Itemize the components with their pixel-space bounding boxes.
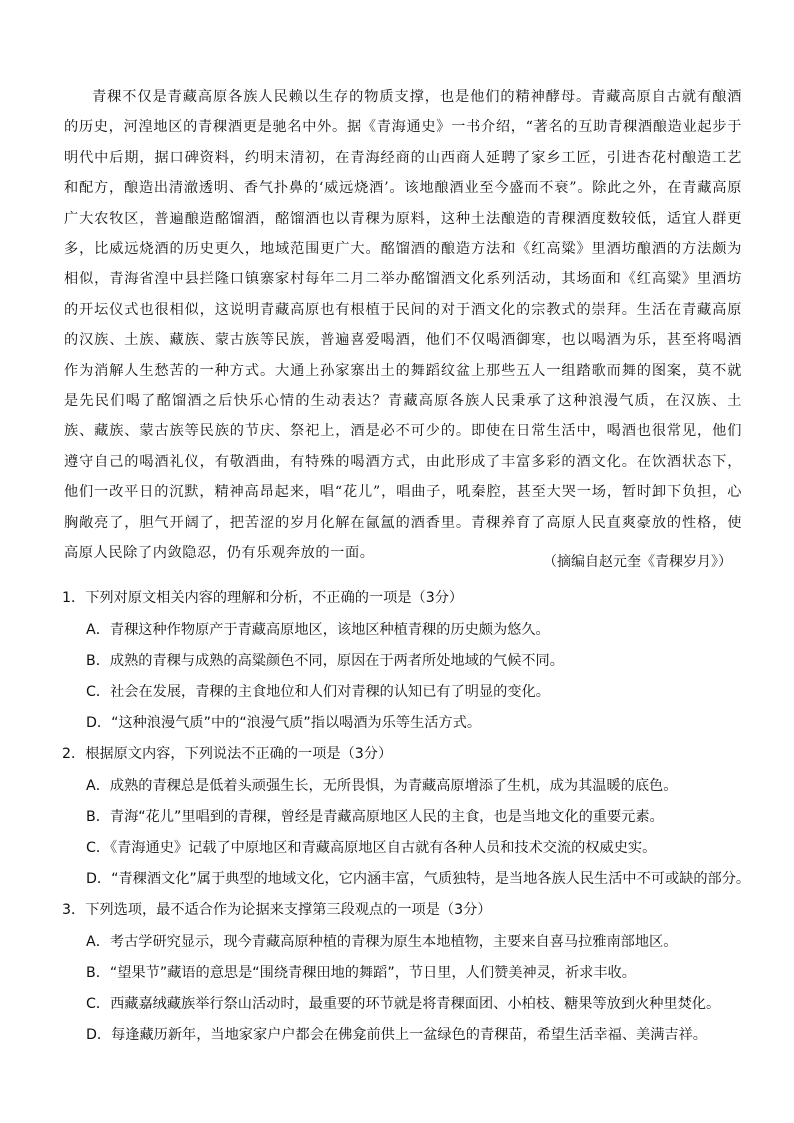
question-list [62, 584, 751, 1052]
option-b: B．成熟的青稞与成熟的高粱颜色不同，原因在于两者所处地域的气候不同。 [86, 653, 564, 669]
question-stem: 2．根据原文内容，下列说法不正确的一项是（3分） [62, 746, 393, 762]
question-3 [62, 896, 746, 1052]
passage-source: （摘编自赵元奎《青稞岁月》） [543, 554, 732, 570]
question-1 [62, 584, 746, 740]
question-stem: 3．下列选项，最不适合作为论据来支撑第三段观点的一项是（3分） [62, 902, 492, 918]
option-c: C．社会在发展，青稞的主食地位和人们对青稞的认知已有了明显的变化。 [86, 684, 550, 700]
question-stem: 1．下列对原文相关内容的理解和分析，不正确的一项是（3分） [62, 590, 464, 606]
option-d: D．“这种浪漫气质”中的“浪漫气质”指以喝酒为乐等生活方式。 [86, 715, 482, 731]
option-d: D．每逢藏历新年，当地家家户户都会在佛龛前供上一盆绿色的青稞苗，希望生活幸福、美满吉祥。 [86, 1027, 707, 1043]
option-c: C．西藏嘉绒藏族举行祭山活动时，最重要的环节就是将青稞面团、小柏枝、糖果等放到火种里焚化。 [86, 996, 721, 1012]
passage-paragraph: 青稞不仅是青藏高原各族人民赖以生存的物质支撑，也是他们的精神酵母。青藏高原自古就有酿酒的历史，河湟地区的青稞酒更是驰名中外。据《青海通史》一书介绍，“著名的互助青稞酒酿造业起步于明代中后期，据口碑资料，约明末清初，在青海经商的山西商人延聘了家乡工匠，引进杏花村酿造工艺和配方，酿造出清澈透明、香气扑鼻的‘威远烧酒’。该地酿酒业至今盛而不衰”。除此之外，在青藏高原广大农牧区，普遍酿造酩馏酒，酩馏酒也以青稞为原料，这种土法酿造的青稞酒度数较低，适宜人群更多，比威远烧酒的历史更久，地域范围更广大。酩馏酒的酿造方法和《红高粱》里酒坊酿酒的方法颇为相似，青海省湟中县拦隆口镇寨家村每年二月二举办酩馏酒文化系列活动，其场面和《红高粱》里酒坊的开坛仪式也很相似，这说明青藏高原也有根植于民间的对于酒文化的宗教式的崇拜。生活在青藏高原的汉族、土族、藏族、蒙古族等民族，普遍喜爱喝酒，他们不仅喝酒御寒，也以喝酒为乐，甚至将喝酒作为消解人生愁苦的一种方式。大通上孙家寨出土的舞蹈纹盆上那些五人一组踏歌而舞的图案，莫不就是先民们喝了酩馏酒之后快乐心情的生动表达？青藏高原各族人民秉承了这种浪漫气质，在汉族、土族、藏族、蒙古族等民族的节庆、祭祀上，酒是必不可少的。即使在日常生活中，喝酒也很常见，他们遵守自己的喝酒礼仪，有敬酒曲，有特殊的喝酒方式，由此形成了丰富多彩的酒文化。在饮酒状态下，他们一改平日的沉默，精神高昂起来，唱“花儿”，唱曲子，吼秦腔，甚至大哭一场，暂时卸下负担，心胸敞亮了，胆气开阔了，把苦涩的岁月化解在氤氲的酒香里。青稞养育了高原人民直爽豪放的性格，使高原人民除了内敛隐忍，仍有乐观奔放的一面。 [64, 89, 742, 562]
option-c: C．《青海通史》记载了中原地区和青藏高原地区自古就有各种人员和技术交流的权威史实。 [86, 840, 657, 856]
option-b: B．青海“花儿”里唱到的青稞，曾经是青藏高原地区人民的主食，也是当地文化的重要元素。 [86, 809, 664, 825]
option-a: A．青稞这种作物原产于青藏高原地区，该地区种植青稞的历史颇为悠久。 [86, 622, 550, 638]
option-b: B．“望果节”藏语的意思是“围绕青稞田地的舞蹈”，节日里，人们赞美神灵，祈求丰收。 [86, 965, 636, 981]
question-2 [62, 740, 751, 896]
option-a: A．成熟的青稞总是低着头顽强生长，无所畏惧，为青藏高原增添了生机，成为其温暖的底色。 [86, 778, 678, 794]
option-d: D．“青稞酒文化”属于典型的地域文化，它内涵丰富，气质独特，是当地各族人民生活中不可或缺的部分。 [86, 871, 751, 887]
option-a: A．考古学研究显示，现今青藏高原种植的青稞为原生本地植物，主要来自喜马拉雅南部地区。 [86, 934, 678, 950]
